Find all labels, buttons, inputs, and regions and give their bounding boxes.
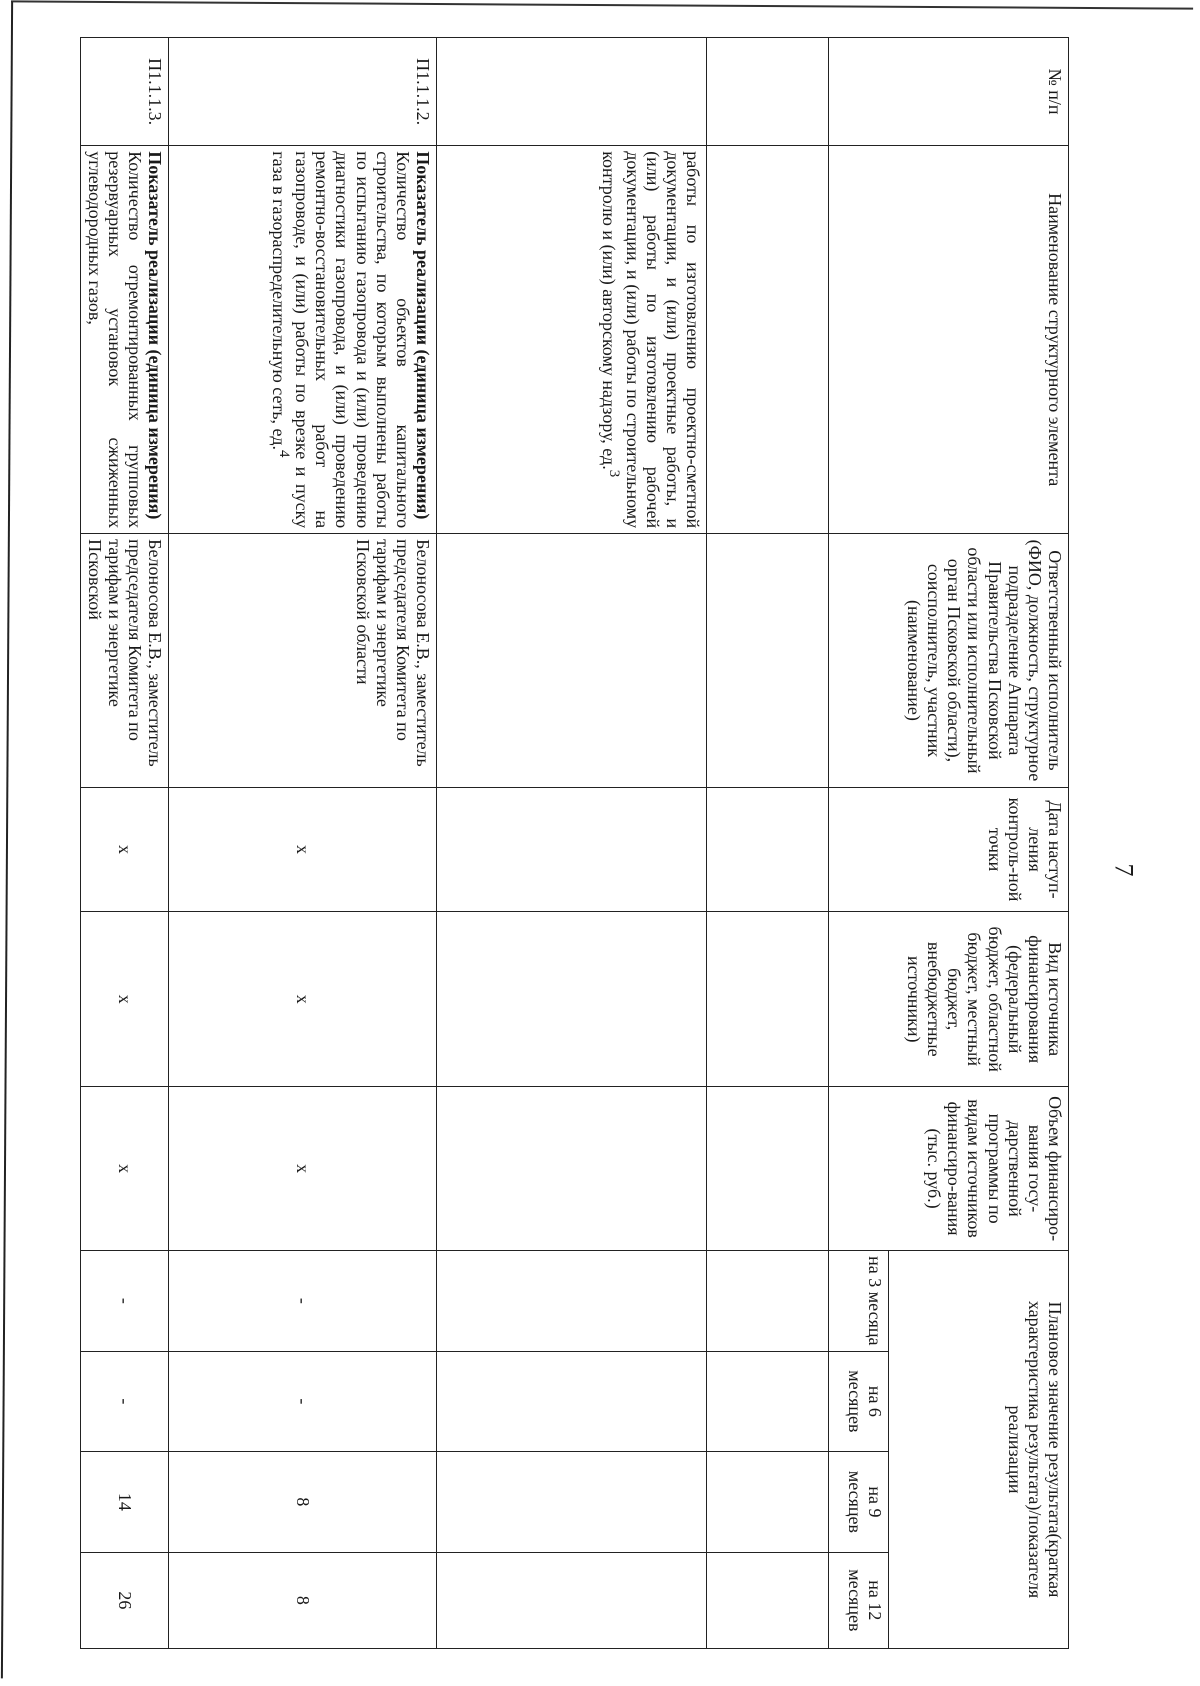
header-m9: на 9 месяцев <box>829 1452 889 1553</box>
header-m3: на 3 месяца <box>829 1251 889 1352</box>
row-volume: x <box>169 1087 437 1251</box>
row-name-text: Количество отремонтированных групповых резервуарных установок сжиженных углеводородных газов, <box>84 151 145 529</box>
footnote-mark: 3 <box>606 469 623 478</box>
row-date: x <box>169 787 437 912</box>
row-m6 <box>707 1351 829 1452</box>
row-m3: - <box>169 1251 437 1352</box>
row-m12 <box>437 1552 707 1648</box>
header-row <box>889 38 1069 1649</box>
table-row <box>81 38 169 1649</box>
row-executor <box>707 534 829 788</box>
header-volume: Объем финансиро-вания госу-дарственной программы по видам источников финансиро-вания (тыс. руб.) <box>829 1087 1069 1251</box>
row-m9: 14 <box>81 1452 169 1553</box>
row-volume <box>437 1087 707 1251</box>
row-num <box>707 38 829 146</box>
indicator-heading: Показатель реализации (единица измерения) <box>413 151 433 520</box>
row-m9: 8 <box>169 1452 437 1553</box>
table-row <box>437 38 707 1649</box>
row-source: x <box>169 912 437 1087</box>
row-volume: x <box>81 1087 169 1251</box>
row-m9 <box>437 1452 707 1553</box>
row-name <box>437 146 707 534</box>
row-m3 <box>437 1251 707 1352</box>
row-m12 <box>707 1552 829 1648</box>
row-m6: - <box>169 1351 437 1452</box>
row-num <box>437 38 707 146</box>
row-executor: Белоносова Е.В., заместитель председателя Комитета по тарифам и энергетике Псковской области <box>169 534 437 788</box>
row-name-text: работы по изготовлению проектно-сметной документации, и (или) проектные работы, и (или) работы по изготовлению рабочей документации, и (или) работы по строительному контролю и (или) авторскому надзору, ед. <box>599 151 703 529</box>
row-date <box>707 787 829 912</box>
row-name <box>81 146 169 534</box>
header-date: Дата наступ-ления контроль-ной точки <box>829 787 1069 912</box>
row-source: x <box>81 912 169 1087</box>
row-m12: 8 <box>169 1552 437 1648</box>
row-m6: - <box>81 1351 169 1452</box>
header-executor: Ответственный исполнитель (ФИО, должность, структурное подразделение Аппарата Правительства Псковской области или исполнительный орган Псковской области), соисполнитель, участник (наименование) <box>829 534 1069 788</box>
row-date <box>437 787 707 912</box>
row-m3: - <box>81 1251 169 1352</box>
header-plan: Плановое значение результата(краткая характеристика результата)/показателя реализации <box>889 1251 1069 1649</box>
row-executor <box>437 534 707 788</box>
page-number: 7 <box>1109 863 1139 877</box>
row-source <box>437 912 707 1087</box>
row-m6 <box>437 1351 707 1452</box>
row-m12: 26 <box>81 1552 169 1648</box>
row-date: x <box>81 787 169 912</box>
table-row <box>169 38 437 1649</box>
header-name: Наименование структурного элемента <box>829 146 1069 534</box>
table-row <box>707 38 829 1649</box>
header-num: № п/п <box>829 38 1069 146</box>
footnote-mark: 4 <box>275 449 292 458</box>
plan-table-sheet <box>84 37 1069 1649</box>
indicator-heading: Показатель реализации (единица измерения) <box>145 151 165 520</box>
row-name <box>707 146 829 534</box>
header-m6: на 6 месяцев <box>829 1351 889 1452</box>
row-name <box>169 146 437 534</box>
row-num: П1.1.1.3. <box>81 38 169 146</box>
row-executor: Белоносова Е.В., заместитель председателя Комитета по тарифам и энергетике Псковской <box>81 534 169 788</box>
header-m12: на 12 месяцев <box>829 1552 889 1648</box>
row-name-text: Количество объектов капитального строительства, по которым выполнены работы по испытанию газопровода и (или) проведению диагностики газопровода, и (или) проведению ремонтно-восстановительных работ на газопроводе, и (или) работы по врезке и пуску газа в газораспределительную сеть, ед. <box>268 151 413 529</box>
row-num: П1.1.1.2. <box>169 38 437 146</box>
implementation-plan-table <box>80 37 1069 1649</box>
row-source <box>707 912 829 1087</box>
row-m3 <box>707 1251 829 1352</box>
row-m9 <box>707 1452 829 1553</box>
header-source: Вид источника финансирования (федеральный бюджет, областной бюджет, местный бюджет, внебюджетные источники) <box>829 912 1069 1087</box>
row-volume <box>707 1087 829 1251</box>
